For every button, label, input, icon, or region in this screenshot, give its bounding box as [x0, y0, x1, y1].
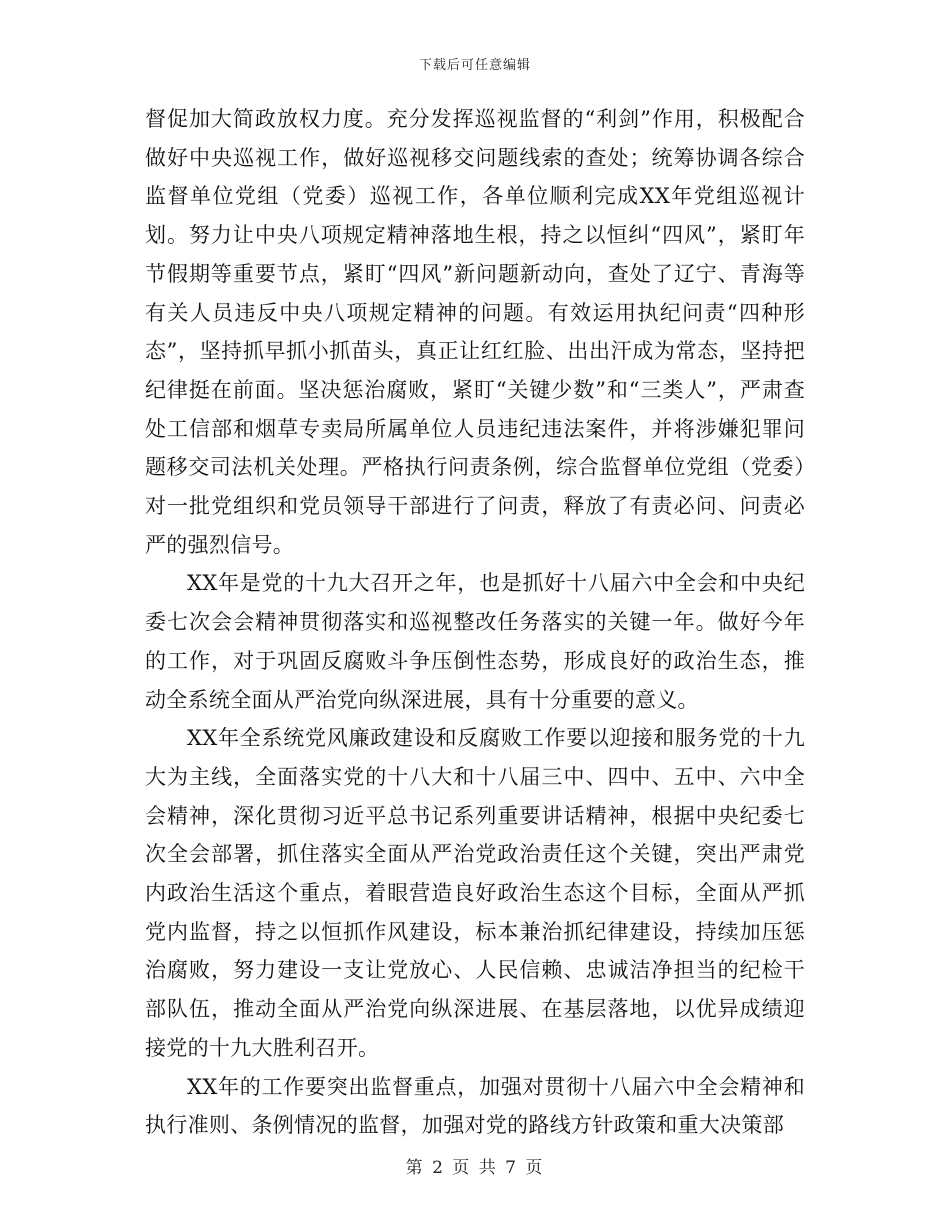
paragraph-2: XX年是党的十九大召开之年，也是抓好十八届六中全会和中央纪委七次会会精神贯彻落实和巡视整改任务落实的关键一年。做好今年的工作，对于巩固反腐败斗争压倒性态势，形成良好的政治生态，推动全系统全面从严治党向纵深进展，具有十分重要的意义。 [145, 571, 805, 712]
page-footer: 第 2 页 共 7 页 [405, 1158, 545, 1178]
paragraph-4: XX年的工作要突出监督重点，加强对贯彻十八届六中全会精神和执行准则、条例情况的监督，加强对党的路线方针政策和重大决策部 [145, 1074, 805, 1138]
page-header: 下载后可任意编辑 [418, 58, 531, 73]
paragraph-3: XX年全系统党风廉政建设和反腐败工作要以迎接和服务党的十九大为主线，全面落实党的十八大和十八届三中、四中、五中、六中全会精神，深化贯彻习近平总书记系列重要讲话精神，根据中央纪委七次全会部署，抓住落实全面从严治党政治责任这个关键，突出严肃党内政治生活这个重点，着眼营造良好政治生态这个目标，全面从严抓党内监督，持之以恒抓作风建设，标本兼治抓纪律建设，持续加压惩治腐败，努力建设一支让党放心、人民信赖、忠诚洁净担当的纪检干部队伍，推动全面从严治党向纵深进展、在基层落地，以优异成绩迎接党的十九大胜利召开。 [145, 726, 805, 1060]
document-body [145, 100, 805, 1145]
paragraph-1: 督促加大简政放权力度。充分发挥巡视监督的“利剑”作用，积极配合做好中央巡视工作，做好巡视移交问题线索的查处；统筹协调各综合监督单位党组（党委）巡视工作，各单位顺利完成XX年党组巡视计划。努力让中央八项规定精神落地生根，持之以恒纠“四风”，紧盯年节假期等重要节点，紧盯“四风”新问题新动向，查处了辽宁、青海等有关人员违反中央八项规定精神的问题。有效运用执纪问责“四种形态”，坚持抓早抓小抓苗头，真正让红红脸、出出汗成为常态，坚持把纪律挺在前面。坚决惩治腐败，紧盯“关键少数”和“三类人”，严肃查处工信部和烟草专卖局所属单位人员违纪违法案件，并将涉嫌犯罪问题移交司法机关处理。严格执行问责条例，综合监督单位党组（党委）对一批党组织和党员领导干部进行了问责，释放了有责必问、问责必严的强烈信号。 [145, 107, 805, 557]
